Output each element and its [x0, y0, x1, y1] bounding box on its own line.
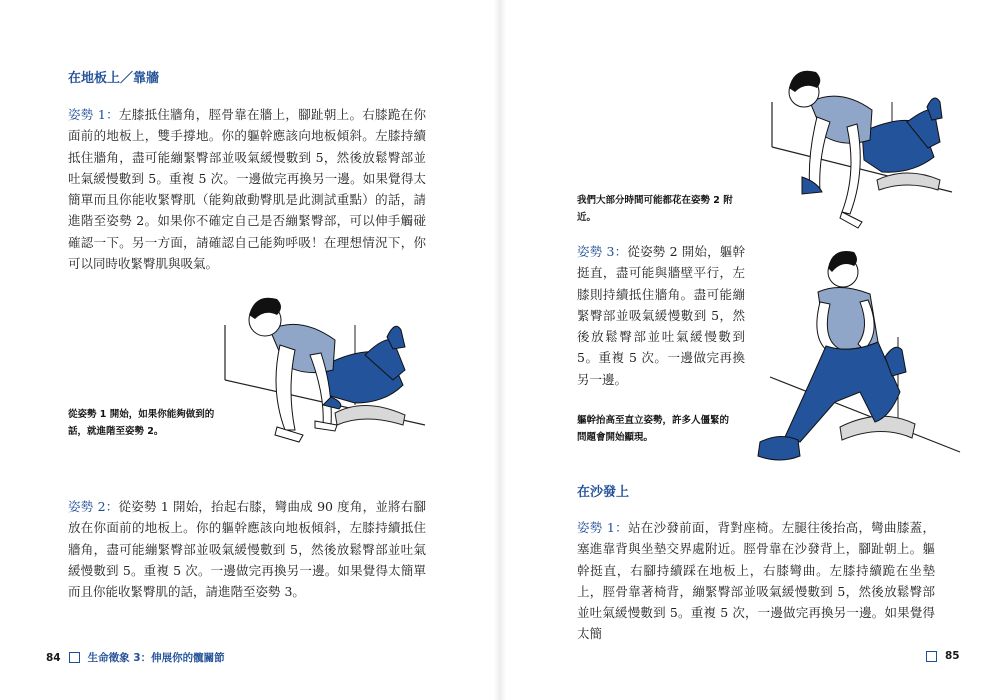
pose3-paragraph: [577, 241, 745, 390]
pose1-paragraph: [68, 104, 426, 274]
page-marker-box-right: [926, 651, 937, 662]
pose1-illustration: [215, 285, 445, 470]
pose3-caption: 軀幹抬高至直立姿勢，許多人僵緊的問題會開始顯現。: [577, 415, 730, 443]
pose2-caption: 我們大部分時間可能都花在姿勢 2 附近。: [577, 195, 733, 223]
pose2-paragraph: [68, 496, 426, 602]
pose3-lead: 姿勢 3：: [577, 244, 628, 259]
pose2-illustration: [762, 62, 962, 237]
left-footer: [46, 650, 225, 665]
chapter-title: 生命徵象 3：伸展你的髖關節: [87, 652, 225, 664]
pose1-caption: 從姿勢 1 開始，如果你能夠做到的話，就進階至姿勢 2。: [68, 409, 215, 437]
pose1-text: 左膝抵住牆角，脛骨靠在牆上，腳趾朝上。右膝跪在你面前的地板上，雙手撐地。你的軀幹應該向地板傾斜。左膝持續抵住牆角，盡可能繃緊臀部並吸氣緩慢數到 5，然後放鬆臀部並吐氣緩慢數到 5。重複 5 次。一邊做完再換另一邊。如果覺得太簡單而且你能收緊臀肌（能夠啟動臀肌是此測試重點）的話，請進階至姿勢 2。如果你不確定自己是否繃緊臀部，可以伸手觸碰確認一下。另一方面，請確認自己能夠呼吸！在理想情況下，你可以同時收緊臀肌與吸氣。: [68, 107, 426, 272]
sofa-pose1-text: 站在沙發前面，背對座椅。左腿往後抬高，彎曲膝蓋，塞進靠背與坐墊交界處附近。脛骨靠在沙發背上，腳趾朝上。軀幹挺直，右腳持續踩在地板上，右膝彎曲。左膝持續跪在坐墊上，脛骨靠著椅背，繃緊臀部並吸氣緩慢數到 5，然後放鬆臀部並吐氣緩慢數到 5。重複 5 次，一邊做完再換另一邊。如果覺得太簡: [577, 520, 935, 642]
pose3-illustration: [740, 242, 970, 472]
section-heading-floor-wall: 在地板上／靠牆: [68, 71, 160, 86]
pose3-text: 從姿勢 2 開始，軀幹挺直，盡可能與牆壁平行，左膝則持續抵住牆角。盡可能繃緊臀部並吸氣緩慢數到 5，然後放鬆臀部並吐氣緩慢數到 5。重複 5 次。一邊做完再換另一邊。: [577, 244, 745, 387]
sofa-pose1-lead: 姿勢 1：: [577, 520, 628, 535]
page-marker-box-left: [69, 652, 80, 663]
pose2-lead: 姿勢 2：: [68, 499, 119, 514]
page-number-left: 84: [46, 651, 61, 664]
right-page: [500, 0, 1000, 700]
pose2-text: 從姿勢 1 開始，抬起右膝，彎曲成 90 度角，並將右腳放在你面前的地板上。你的軀幹應該向地板傾斜，左膝持續抵住牆角，盡可能繃緊臀部並吸氣緩慢數到 5，然後放鬆臀部並吐氣緩慢數到 5。重複 5 次。一邊做完再換另一邊。如果覺得太簡單而且你能收緊臀肌的話，請進階至姿勢 3。: [68, 499, 426, 600]
pose1-lead: 姿勢 1：: [68, 107, 119, 122]
right-footer: [918, 650, 960, 662]
sofa-pose1-paragraph: [577, 517, 935, 645]
page-number-right: 85: [945, 650, 960, 662]
section-heading-sofa: 在沙發上: [577, 485, 630, 500]
